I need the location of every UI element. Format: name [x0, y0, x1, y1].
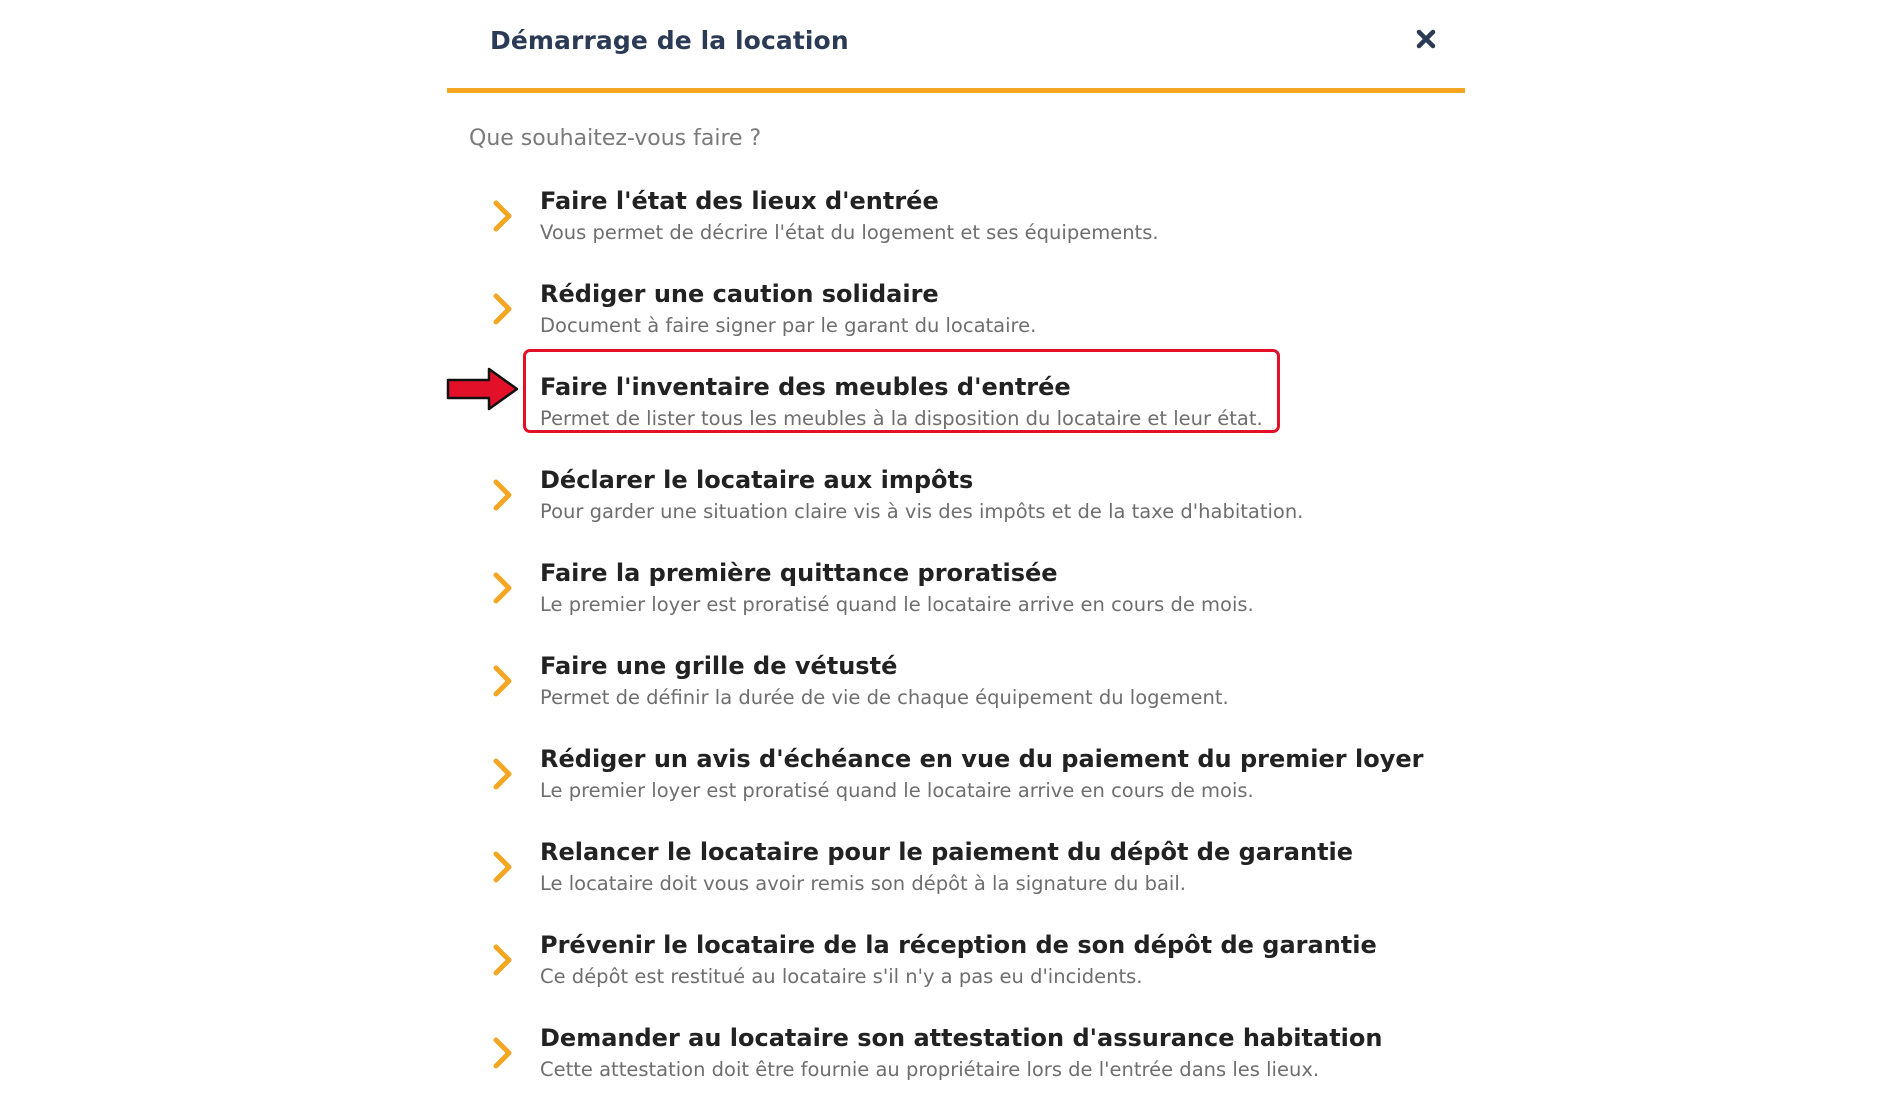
option-etat-des-lieux[interactable]: [447, 184, 1465, 277]
option-grille-vetuste[interactable]: [447, 649, 1465, 742]
chevron-right-icon: [490, 756, 516, 792]
option-description: Le premier loyer est proratisé quand le locataire arrive en cours de mois.: [540, 779, 1254, 802]
option-title: Rédiger une caution solidaire: [540, 280, 939, 308]
chevron-right-icon: [490, 570, 516, 606]
option-description: Ce dépôt est restitué au locataire s'il n'y a pas eu d'incidents.: [540, 965, 1143, 988]
option-premiere-quittance[interactable]: [447, 556, 1465, 649]
chevron-right-icon: [490, 291, 516, 327]
option-title: Faire l'inventaire des meubles d'entrée: [540, 373, 1071, 401]
option-inventaire-meubles[interactable]: [447, 370, 1465, 463]
chevron-right-icon: [490, 942, 516, 978]
red-arrow-annotation: [445, 366, 521, 412]
option-description: Permet de définir la durée de vie de chaque équipement du logement.: [540, 686, 1229, 709]
option-description: Cette attestation doit être fournie au propriétaire lors de l'entrée dans les lieux.: [540, 1058, 1320, 1081]
option-title: Faire une grille de vétusté: [540, 652, 898, 680]
option-caution-solidaire[interactable]: [447, 277, 1465, 370]
modal-title: Démarrage de la location: [490, 26, 849, 55]
modal-header: [447, 0, 1465, 93]
option-description: Vous permet de décrire l'état du logement et ses équipements.: [540, 221, 1159, 244]
option-description: Le locataire doit vous avoir remis son dépôt à la signature du bail.: [540, 872, 1186, 895]
start-rental-modal: [447, 0, 1465, 1080]
question-prompt: Que souhaitez-vous faire ?: [469, 126, 762, 151]
option-title: Prévenir le locataire de la réception de son dépôt de garantie: [540, 931, 1377, 959]
option-prevenir-reception-depot[interactable]: [447, 928, 1465, 1021]
chevron-right-icon: [490, 477, 516, 513]
option-relancer-depot[interactable]: [447, 835, 1465, 928]
chevron-right-icon: [490, 198, 516, 234]
option-title: Rédiger un avis d'échéance en vue du paiement du premier loyer: [540, 745, 1424, 773]
option-description: Le premier loyer est proratisé quand le locataire arrive en cours de mois.: [540, 593, 1254, 616]
option-declarer-impots[interactable]: [447, 463, 1465, 556]
option-attestation-assurance[interactable]: [447, 1021, 1465, 1114]
option-title: Faire l'état des lieux d'entrée: [540, 187, 939, 215]
option-avis-echeance[interactable]: [447, 742, 1465, 835]
action-list: [447, 184, 1465, 1114]
chevron-right-icon: [490, 1035, 516, 1071]
option-description: Document à faire signer par le garant du locataire.: [540, 314, 1037, 337]
option-description: Permet de lister tous les meubles à la disposition du locataire et leur état.: [540, 407, 1263, 430]
option-title: Demander au locataire son attestation d'assurance habitation: [540, 1024, 1383, 1052]
option-title: Déclarer le locataire aux impôts: [540, 466, 974, 494]
close-icon: [1416, 29, 1436, 49]
option-description: Pour garder une situation claire vis à vis des impôts et de la taxe d'habitation.: [540, 500, 1304, 523]
chevron-right-icon: [490, 849, 516, 885]
chevron-right-icon: [490, 663, 516, 699]
close-button[interactable]: [1409, 22, 1443, 56]
option-title: Relancer le locataire pour le paiement du dépôt de garantie: [540, 838, 1354, 866]
option-title: Faire la première quittance proratisée: [540, 559, 1058, 587]
